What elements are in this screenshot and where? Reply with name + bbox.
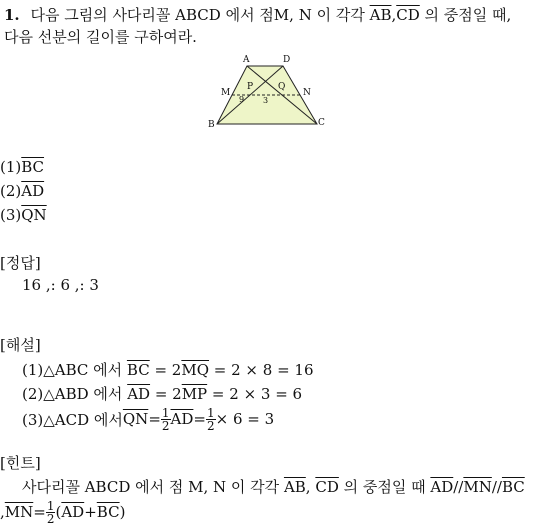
segment: $\overline{BC}$ [501, 478, 525, 496]
sub-question-3 [0, 206, 47, 224]
fraction [206, 407, 216, 432]
segment-ab: $\overline{AB}$ [369, 6, 392, 24]
segment: $\overline{CD}$ [315, 478, 339, 496]
label-nine: 9 [239, 95, 245, 104]
label-c: C [318, 118, 325, 128]
fraction-numerator: 1 [161, 405, 170, 420]
question-line-1 [4, 4, 511, 25]
hint-text: , [305, 478, 316, 496]
equation-part: = 2 [150, 385, 182, 403]
sub-question-prefix: (1) [0, 158, 22, 176]
answer-header: [정답] [0, 254, 41, 272]
sub-question-prefix: (3) [0, 206, 22, 224]
equation-part: + [84, 503, 97, 521]
segment: $\overline{AD}$ [61, 503, 85, 521]
label-n: N [303, 88, 311, 98]
segment: $\overline{BC}$ [21, 158, 45, 176]
question-line-2: 다음 선분의 길이를 구하여라. [4, 28, 197, 46]
label-m: M [221, 88, 231, 98]
sub-question-2 [0, 182, 44, 200]
segment-cd: $\overline{CD}$ [396, 6, 420, 24]
question-number: 1. [4, 6, 20, 24]
hint-text: 의 중점일 때 [338, 478, 431, 496]
segment: $\overline{AB}$ [283, 478, 306, 496]
answer-text: 16 ,: 6 ,: 3 [22, 276, 99, 294]
segment: $\overline{AD}$ [21, 182, 45, 200]
segment: $\overline{QN}$ [21, 206, 47, 224]
segment: $\overline{MN}$ [463, 478, 492, 496]
fraction [161, 407, 171, 432]
fraction-numerator: 1 [46, 498, 55, 513]
equation-part: = [33, 503, 46, 521]
solution-prefix: (3)△ACD 에서 [22, 410, 123, 429]
fraction [46, 500, 56, 525]
segment: $\overline{MQ}$ [181, 361, 210, 379]
solution-line-3 [22, 402, 274, 436]
label-d: D [283, 55, 291, 65]
hint-header: [힌트] [0, 454, 41, 472]
hint-text: 사다리꼴 ABCD 에서 점 M, N 이 각각 [22, 478, 284, 496]
solution-line-1 [22, 359, 314, 380]
solution-line-2 [22, 383, 302, 404]
question-text: 다음 그림의 사다리꼴 ABCD 에서 점M, N 이 각각 [30, 6, 370, 24]
hint-text: , [0, 503, 5, 521]
hint-line-1 [22, 476, 525, 497]
parallel-symbol: // [491, 478, 502, 496]
equation-part: = 2 [149, 361, 182, 379]
segment: $\overline{AD}$ [170, 410, 194, 428]
segment: $\overline{MN}$ [4, 503, 34, 521]
segment: $\overline{BC}$ [126, 361, 150, 379]
fraction-numerator: 1 [206, 405, 215, 420]
label-three: 3 [263, 96, 269, 105]
segment: $\overline{AD}$ [430, 478, 454, 496]
label-q: Q [278, 82, 286, 92]
equation-part: = [148, 410, 161, 428]
sub-question-1 [0, 158, 44, 176]
fraction-denominator: 2 [46, 511, 55, 526]
trapezoid-figure [205, 56, 330, 132]
equation-part: = 2 × 8 = 16 [209, 361, 314, 379]
segment: $\overline{QN}$ [122, 410, 149, 428]
fraction-denominator: 2 [161, 418, 170, 433]
equation-part: × 6 = 3 [215, 410, 275, 428]
sub-question-prefix: (2) [0, 182, 22, 200]
label-a: A [243, 55, 250, 65]
solution-prefix: (1)△ABC 에서 [22, 361, 127, 379]
paren-close: ) [119, 503, 126, 521]
question-text-end: 의 중점일 때, [419, 6, 512, 24]
label-p: P [247, 82, 254, 92]
question-comma: , [391, 6, 397, 24]
fraction-denominator: 2 [206, 418, 215, 433]
segment: $\overline{MP}$ [181, 385, 208, 403]
segment: $\overline{BC}$ [96, 503, 120, 521]
solution-header: [해설] [0, 336, 41, 354]
equation-part: = [193, 410, 206, 428]
hint-line-2 [0, 495, 125, 529]
parallel-symbol: // [453, 478, 464, 496]
label-b: B [208, 120, 215, 130]
segment: $\overline{AD}$ [127, 385, 151, 403]
solution-prefix: (2)△ABD 에서 [22, 385, 128, 403]
equation-part: = 2 × 3 = 6 [207, 385, 303, 403]
paren-open: ( [55, 503, 62, 521]
